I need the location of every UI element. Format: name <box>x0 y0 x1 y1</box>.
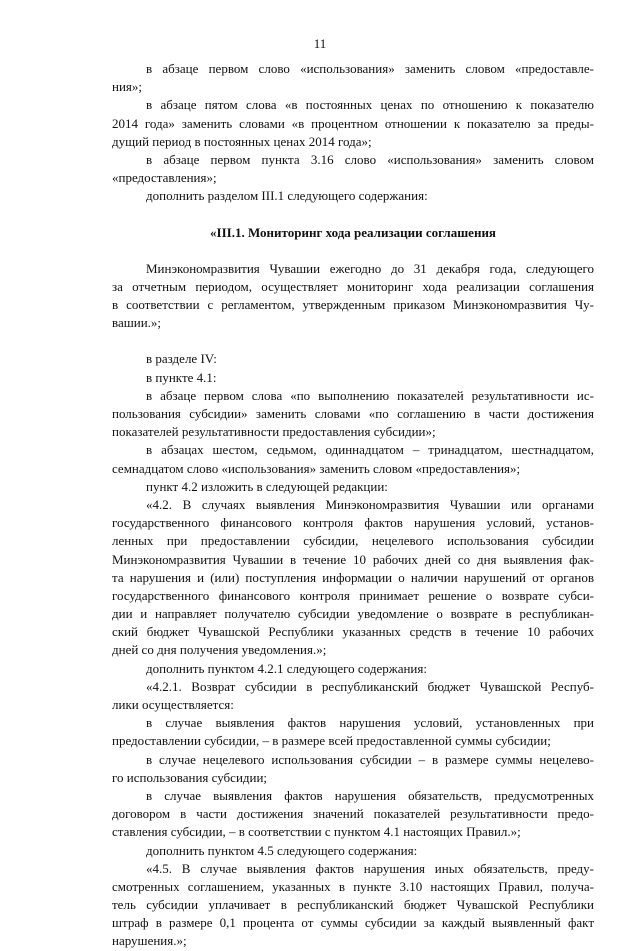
paragraph <box>112 714 594 750</box>
paragraph-line: ставления субсидии, – в соответствии с пунктом 4.1 настоящих Правил.»; <box>112 824 521 840</box>
paragraph <box>112 860 594 951</box>
paragraph-line: договором в части достижения значений показателей результативности предо- <box>112 806 594 822</box>
paragraph-line: дии и направляет получателю субсидии уведомление о возврате в республикан- <box>112 606 594 622</box>
paragraph-line: «предоставления»; <box>112 170 217 186</box>
paragraph-line: в пункте 4.1: <box>146 369 217 385</box>
paragraph-line: государственного финансового контроля фактов нарушения условий, установ- <box>112 515 594 531</box>
paragraph-line: государственного финансового контроля принимает решение о возврате субси- <box>112 587 594 603</box>
paragraph-line: семнадцатом слово «использования» заменить словом «предоставления»; <box>112 460 521 476</box>
paragraph <box>112 387 594 442</box>
paragraph-line: та нарушения и (или) поступления информации о наличии нарушений от органов <box>112 569 594 585</box>
paragraph-line: в соответствии с регламентом, утвержденным приказом Минэкономразвития Чу- <box>112 297 594 313</box>
paragraph-gap <box>112 332 594 350</box>
paragraph-line: нарушения.»; <box>112 933 187 949</box>
paragraph-line: в абзацах шестом, седьмом, одиннадцатом – тринадцатом, шестнадцатом, <box>146 442 594 458</box>
page-number: 11 <box>313 36 327 51</box>
paragraph-line: ский бюджет Чувашской Республики указанных средств в течение 10 рабочих <box>112 624 594 640</box>
paragraph-line: штраф в размере 0,1 процента от суммы субсидии за каждый выявленный факт <box>112 915 594 931</box>
paragraph <box>112 350 594 368</box>
paragraph-line: тель субсидии уплачивает в республиканский бюджет Чувашской Республики <box>112 897 594 913</box>
paragraph-line: пункт 4.2 изложить в следующей редакции: <box>146 478 388 494</box>
paragraph-line: показателей результативности предоставления субсидии»; <box>112 424 436 440</box>
paragraph <box>112 151 594 187</box>
paragraph-line: в случае выявления фактов нарушения обязательств, предусмотренных <box>146 787 594 803</box>
section-heading <box>112 224 594 242</box>
paragraph-line: смотренных соглашением, указанных в пункте 3.10 настоящих Правил, получа- <box>112 878 594 894</box>
paragraph-line: 2014 года» заменить словами «в процентном отношении к показателю за преды- <box>112 115 594 131</box>
paragraph-line: «4.2.1. Возврат субсидии в республиканский бюджет Чувашской Респуб- <box>146 678 594 694</box>
paragraph-line: дущий период в постоянных ценах 2014 года»; <box>112 133 372 149</box>
paragraph-line: Минэкономразвития Чувашии ежегодно до 31 декабря года, следующего <box>146 260 594 276</box>
paragraph-line: дней со дня получения уведомления.»; <box>112 642 327 658</box>
paragraph-line: ленных при предоставлении субсидии, нецелевого использования субсидии <box>112 533 594 549</box>
section-heading-text: «III.1. Мониторинг хода реализации соглашения <box>210 224 496 240</box>
paragraph <box>112 60 594 96</box>
paragraph-line: в абзаце первом слово «использования» заменить словом «предоставле- <box>146 61 594 76</box>
paragraph <box>112 751 594 787</box>
paragraph-line: «4.5. В случае выявления фактов нарушения иных обязательств, преду- <box>146 860 594 876</box>
paragraph <box>112 660 594 678</box>
paragraph-line: Минэкономразвития Чувашии в течение 10 рабочих дней со дня выявления фак- <box>112 551 594 567</box>
paragraph-line: пользования субсидии» заменить словами «по соглашению в части достижения <box>112 406 594 421</box>
paragraph-line: лики осуществляется: <box>112 697 234 712</box>
paragraph-line: дополнить пунктом 4.5 следующего содержания: <box>146 842 418 858</box>
paragraph <box>112 441 594 477</box>
paragraph <box>112 678 594 714</box>
paragraph <box>112 478 594 496</box>
paragraph <box>112 496 594 660</box>
paragraph-line: дополнить разделом III.1 следующего содержания: <box>146 188 428 204</box>
paragraph <box>112 260 594 333</box>
paragraph <box>112 842 594 860</box>
paragraph-gap <box>112 242 594 260</box>
paragraph-line: го использования субсидии; <box>112 769 268 785</box>
paragraph-line: вашии.»; <box>112 315 162 331</box>
paragraph-line: за отчетным периодом, осуществляет мониторинг хода реализации соглашения <box>112 278 594 294</box>
paragraph <box>112 787 594 842</box>
paragraph-line: в абзаце первом пункта 3.16 слово «использования» заменить словом <box>146 151 594 167</box>
paragraph-gap <box>112 206 594 224</box>
paragraph-line: в разделе IV: <box>146 351 217 367</box>
paragraph-line: в абзаце пятом слова «в постоянных ценах по отношению к показателю <box>146 97 594 113</box>
paragraph <box>112 369 594 387</box>
paragraph-line: предоставлении субсидии, – в размере всей предоставленной суммы субсидии; <box>112 733 551 749</box>
paragraph <box>112 96 594 151</box>
paragraph-line: в абзаце первом слова «по выполнению показателей результативности ис- <box>146 387 594 403</box>
paragraph-line: дополнить пунктом 4.2.1 следующего содержания: <box>146 660 427 676</box>
document-body <box>112 60 594 951</box>
paragraph-line: «4.2. В случаях выявления Минэкономразвития Чувашии или органами <box>146 496 594 512</box>
paragraph <box>112 187 594 205</box>
paragraph-line: в случае нецелевого использования субсидии – в размере суммы нецелево- <box>146 751 594 767</box>
paragraph-line: в случае выявления фактов нарушения условий, установленных при <box>146 715 594 731</box>
paragraph-line: ния»; <box>112 79 143 95</box>
